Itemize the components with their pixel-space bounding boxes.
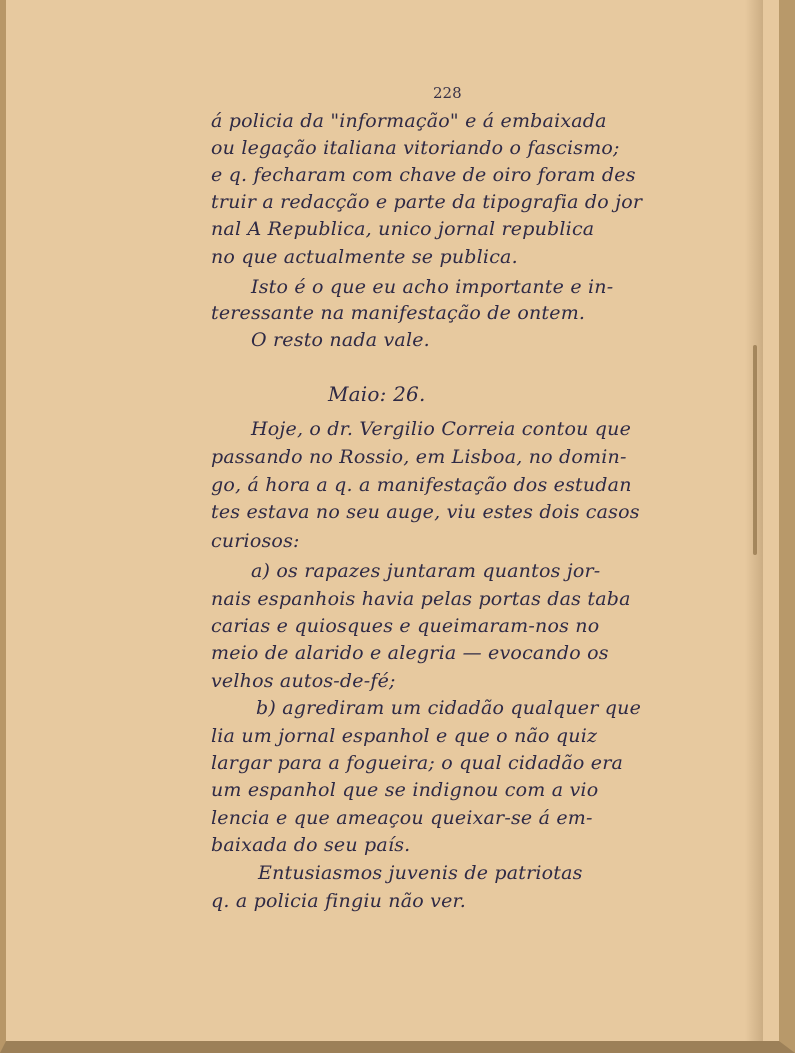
page-number: 228 [433,84,462,102]
text-line: b) agrediram um cidadão qualquer que [256,697,642,719]
text-line: lia um jornal espanhol e que o não quiz [211,725,598,747]
text-line: q. a policia fingiu não ver. [211,890,466,912]
text-line: tes estava no seu auge, viu estes dois casos [211,501,640,523]
text-line: um espanhol que se indignou com a vio [211,779,599,801]
text-line: no que actualmente se publica. [211,246,518,268]
text-line: nais espanhois havia pelas portas das taba [211,588,631,610]
text-line: meio de alarido e alegria — evocando os [211,642,609,664]
text-line: á policia da "informação" e á embaixada [211,110,607,132]
text-line: velhos autos-de-fé; [211,670,396,692]
text-line: carias e quiosques e queimaram-nos no [211,615,600,637]
text-line: go, á hora a q. a manifestação dos estudan [211,474,632,496]
text-line: Entusiasmos juvenis de patriotas [258,862,583,884]
text-line: e q. fecharam com chave de oiro foram des [211,164,636,186]
text-line: teressante na manifestação de ontem. [211,302,586,324]
binding-edge-mark [753,345,757,555]
text-line: largar para a fogueira; o qual cidadão era [211,752,624,774]
text-line: passando no Rossio, em Lisboa, no domin- [211,446,627,468]
text-line: Isto é o que eu acho importante e in- [251,276,614,298]
text-line: nal A Republica, unico jornal republica [211,218,595,240]
text-line: baixada do seu país. [211,834,411,856]
text-line: truir a redacção e parte da tipografia do jor [211,191,643,213]
text-line: O resto nada vale. [251,329,430,351]
text-line: Hoje, o dr. Vergilio Correia contou que [251,418,632,440]
text-line: curiosos: [211,530,300,552]
text-line: ou legação italiana vitoriando o fascismo; [211,137,620,159]
text-line: lencia e que ameaçou queixar-se á em- [211,807,593,829]
text-line: a) os rapazes juntaram quantos jor- [251,560,601,582]
diary-date-heading: Maio: 26. [328,382,426,406]
